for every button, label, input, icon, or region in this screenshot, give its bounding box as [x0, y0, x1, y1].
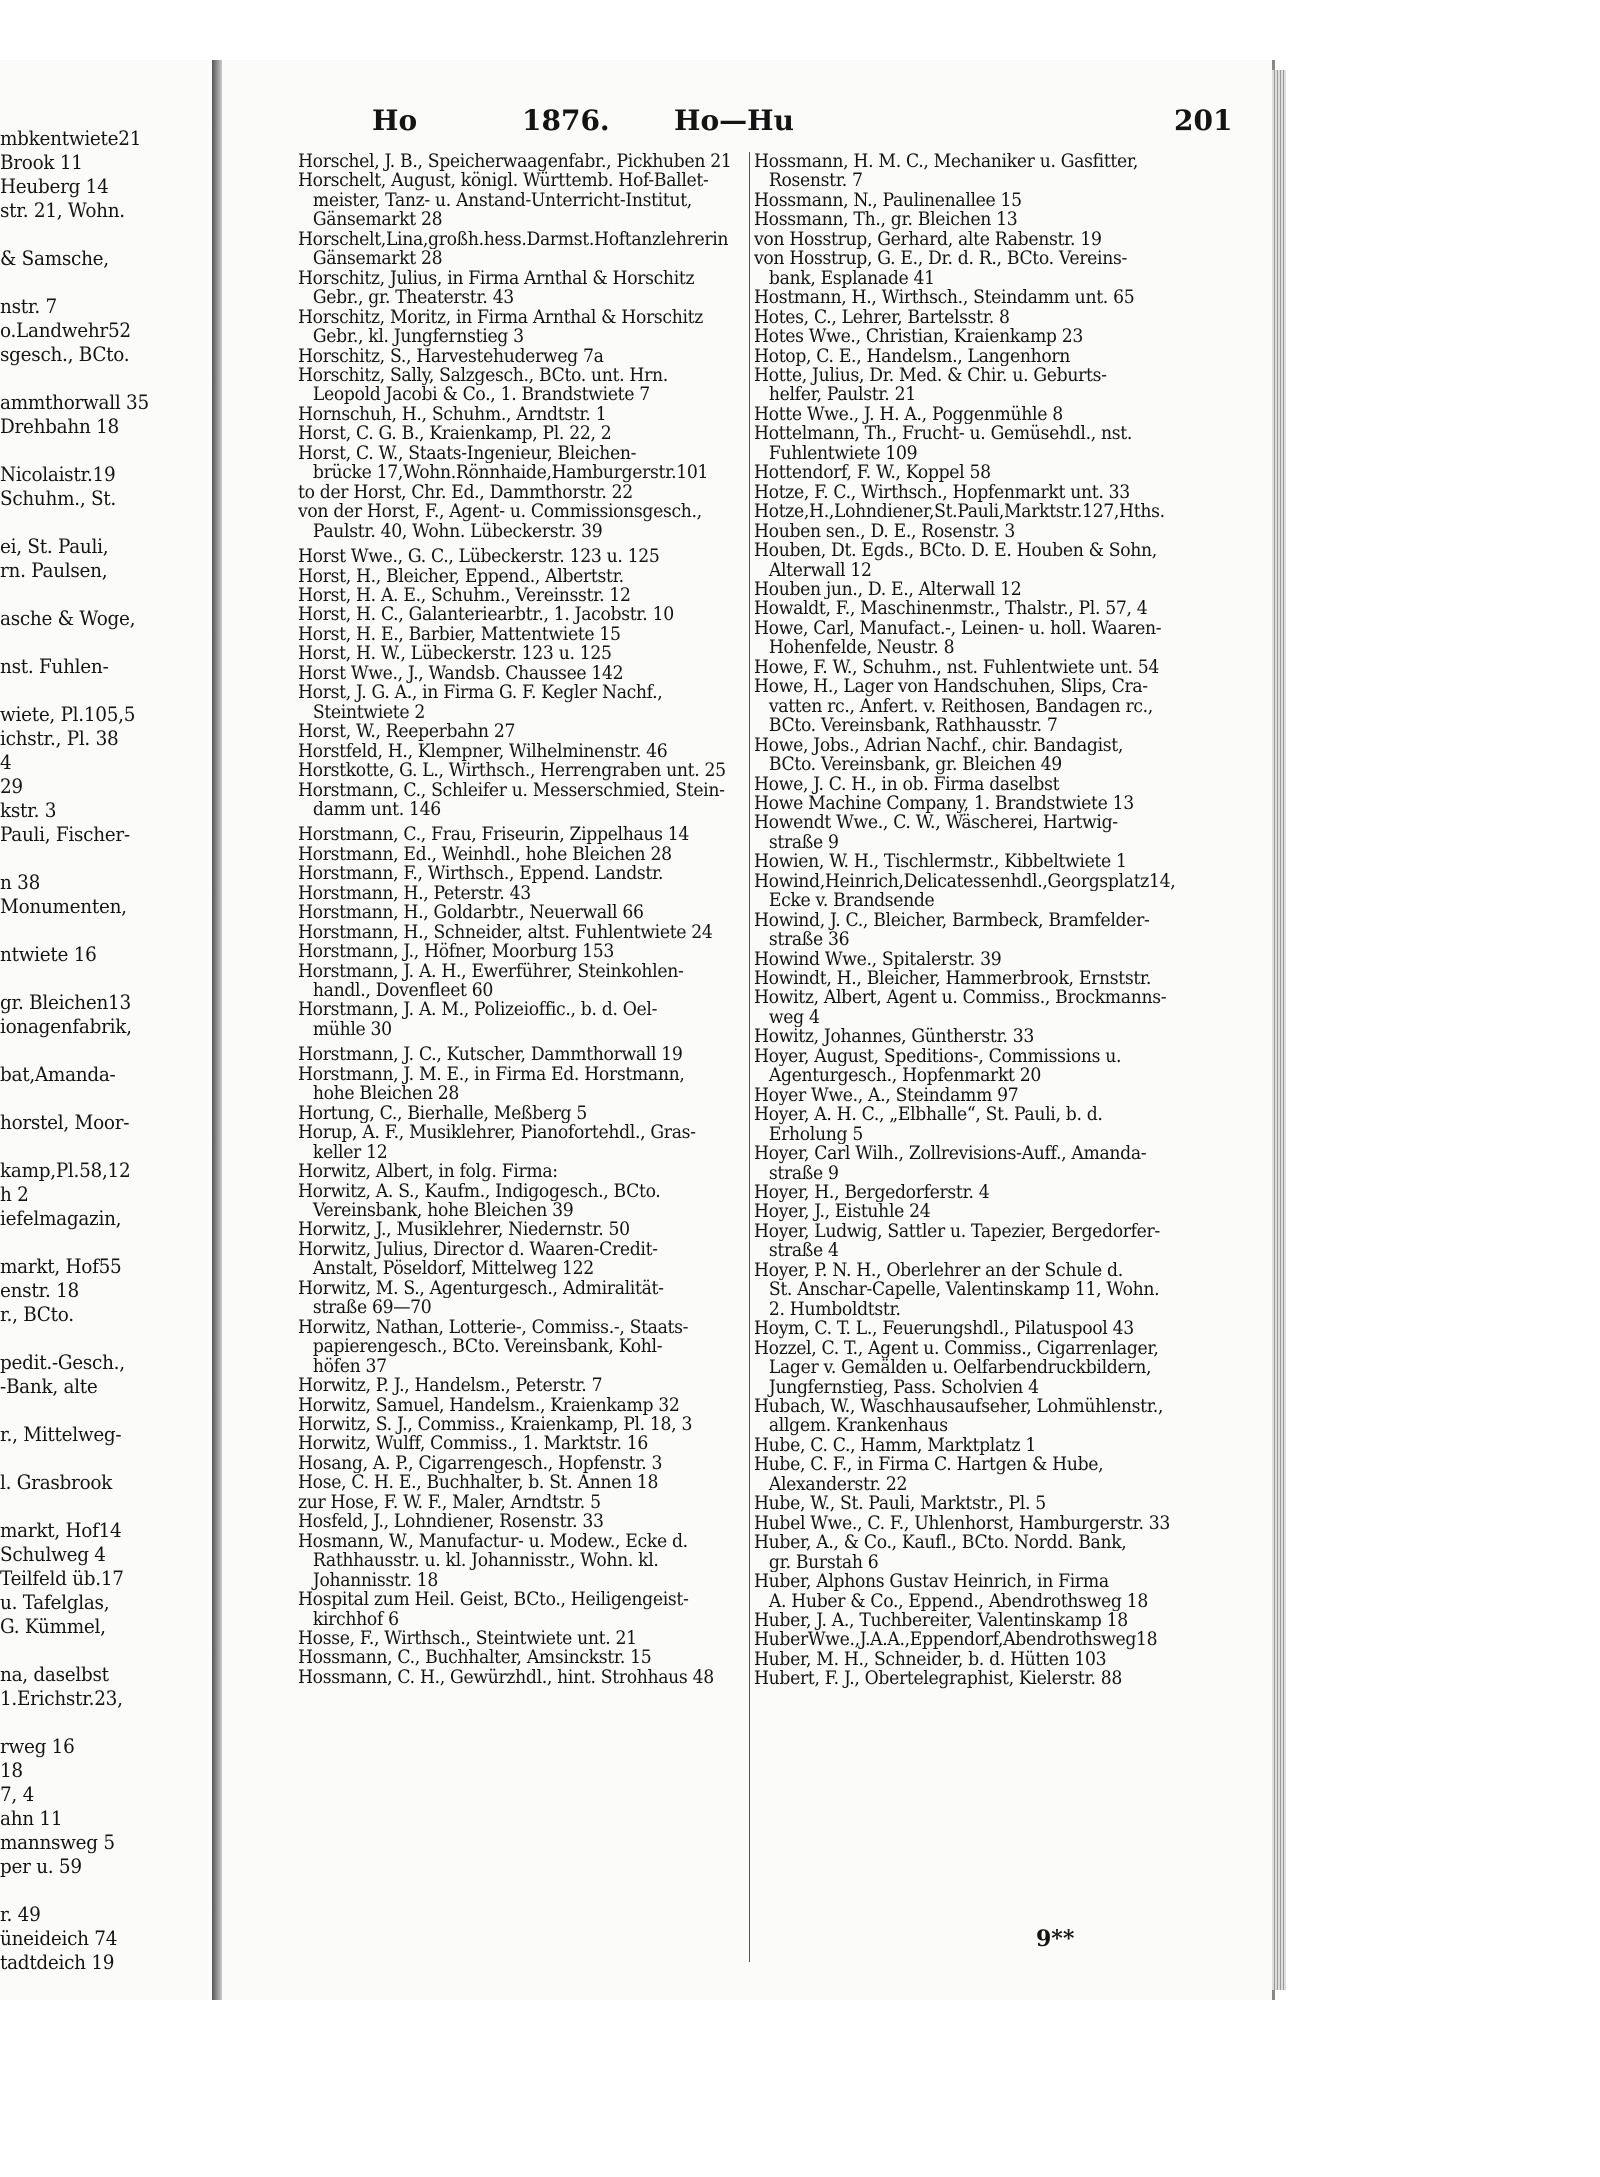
left-page-line: r. 49: [0, 1902, 41, 1926]
directory-entry-line: Rosenstr. 7: [768, 171, 863, 191]
left-page-fragment: [0, 60, 217, 2000]
left-page-line: -Bank, alte: [0, 1374, 98, 1398]
directory-entry-line: Houben, Dt. Egds., BCto. D. E. Houben & Sohn,: [754, 541, 1157, 561]
left-page-line: üneideich 74: [0, 1926, 118, 1950]
directory-entry-line: Hoyer, A. H. C., „Elbhalle“, St. Pauli, b. d.: [754, 1105, 1103, 1125]
left-page-line: Pauli, Fischer-: [0, 822, 130, 846]
directory-entry-line: Hospital zum Heil. Geist, BCto., Heiligengeist-: [298, 1590, 689, 1610]
directory-entry-line: allgem. Krankenhaus: [768, 1416, 948, 1436]
directory-entry-line: Horwitz, Samuel, Handelsm., Kraienkamp 32: [298, 1395, 680, 1415]
directory-entry-line: helfer, Paulstr. 21: [768, 385, 916, 405]
directory-entry-line: straße 69—70: [312, 1298, 432, 1318]
directory-entry-line: Horwitz, J., Musiklehrer, Niedernstr. 50: [298, 1220, 630, 1240]
directory-entry-line: Horst, W., Reeperbahn 27: [298, 722, 516, 742]
directory-entry-line: Horwitz, M. S., Agenturgesch., Admiralität-: [298, 1278, 664, 1299]
directory-entry-line: Hotte, Julius, Dr. Med. & Chir. u. Geburts-: [754, 365, 1107, 386]
directory-entry-line: Alterwall 12: [768, 560, 872, 580]
directory-entry-line: 2. Humboldtstr.: [768, 1299, 901, 1320]
left-page-line: markt, Hof55: [0, 1254, 122, 1278]
directory-entry-line: Horschitz, Moritz, in Firma Arnthal & Horschitz: [298, 307, 703, 328]
directory-entry-line: HuberWwe.,J.A.A.,Eppendorf,Abendrothsweg18: [754, 1630, 1158, 1650]
left-page-line: Drehbahn 18: [0, 414, 119, 438]
directory-entry-line: Howind, J. C., Bleicher, Barmbeck, Bramfelder-: [754, 910, 1150, 931]
left-page-line: horstel, Moor-: [0, 1110, 130, 1134]
directory-entry-line: handl., Dovenfleet 60: [312, 981, 494, 1001]
left-page-line: per u. 59: [0, 1854, 82, 1878]
left-page-line: G. Kümmel,: [0, 1614, 106, 1638]
directory-entry-line: Huber, Alphons Gustav Heinrich, in Firma: [754, 1572, 1109, 1592]
left-page-line: ichstr., Pl. 38: [0, 726, 119, 750]
directory-entry-line: meister, Tanz- u. Anstand-Unterricht-Institut,: [312, 190, 692, 211]
directory-entry-line: Howe, J. C. H., in ob. Firma daselbst: [754, 774, 1060, 794]
directory-entry-line: Horstfeld, H., Klempner, Wilhelminenstr. 46: [298, 741, 668, 762]
directory-entry-line: Anstalt, Pöseldorf, Mittelweg 122: [312, 1259, 594, 1279]
directory-entry-line: Paulstr. 40, Wohn. Lübeckerstr. 39: [312, 521, 603, 542]
directory-entry-line: Hubel Wwe., C. F., Uhlenhorst, Hamburgerstr. 33: [754, 1513, 1171, 1534]
directory-entry-line: Horst, C. W., Staats-Ingenieur, Bleichen-: [298, 443, 637, 464]
left-page-line: kamp,Pl.58,12: [0, 1158, 131, 1182]
left-page-line: Schulweg 4: [0, 1542, 106, 1566]
header-year: 1876.: [522, 104, 610, 137]
directory-entry-line: Horwitz, A. S., Kaufm., Indigogesch., BCto.: [298, 1181, 661, 1202]
directory-entry-line: Horschitz, Sally, Salzgesch., BCto. unt. Hrn.: [298, 365, 668, 386]
directory-entry-line: Horstmann, J. C., Kutscher, Dammthorwall 19: [298, 1045, 683, 1065]
left-page-line: Nicolaistr.19: [0, 462, 116, 486]
directory-entry-line: Howind,Heinrich,Delicatessenhdl.,Georgsplatz14,: [754, 871, 1176, 892]
directory-entry-line: Horup, A. F., Musiklehrer, Pianofortehdl., Gras-: [298, 1123, 696, 1143]
directory-entry-line: Jungfernstieg, Pass. Scholvien 4: [768, 1377, 1039, 1397]
left-page-line: gr. Bleichen13: [0, 990, 131, 1014]
directory-entry-line: to der Horst, Chr. Ed., Dammthorstr. 22: [298, 482, 633, 503]
left-page-line: str. 21, Wohn.: [0, 198, 125, 222]
directory-entry-line: Howe, Jobs., Adrian Nachf., chir. Bandagist,: [754, 735, 1124, 756]
directory-entry-line: Horstmann, J. M. E., in Firma Ed. Horstmann,: [298, 1064, 685, 1085]
left-page-line: ionagenfabrik,: [0, 1014, 132, 1038]
directory-entry-line: Horschelt, August, königl. Württemb. Hof-Ballet-: [298, 171, 709, 191]
directory-entry-line: Horst Wwe., J., Wandsb. Chaussee 142: [298, 663, 624, 684]
directory-entry-line: gr. Burstah 6: [768, 1552, 879, 1573]
directory-entry-line: Howe, F. W., Schuhm., nst. Fuhlentwiete unt. 54: [754, 657, 1160, 678]
directory-entry-line: Steintwiete 2: [312, 702, 425, 723]
directory-entry-line: Houben jun., D. E., Alterwall 12: [754, 579, 1022, 600]
directory-entry-line: Vereinsbank, hohe Bleichen 39: [312, 1201, 574, 1221]
directory-entry-line: Alexanderstr. 22: [768, 1474, 908, 1495]
directory-entry-line: höfen 37: [312, 1356, 387, 1377]
directory-entry-line: Lager v. Gemälden u. Oelfarbendruckbildern,: [768, 1358, 1152, 1378]
directory-entry-line: Hoyer, August, Speditions-, Commissions u.: [754, 1046, 1122, 1067]
directory-entry-line: Johannisstr. 18: [312, 1570, 438, 1591]
directory-entry-line: Howindt, H., Bleicher, Hammerbrook, Ernststr.: [754, 969, 1152, 989]
directory-entry-line: Howe, H., Lager von Handschuhen, Slips, Cra-: [754, 677, 1148, 697]
directory-entry-line: Horstmann, H., Peterstr. 43: [298, 883, 531, 904]
directory-entry-line: Houben sen., D. E., Rosenstr. 3: [754, 521, 1016, 542]
directory-entry-line: Hube, C. C., Hamm, Marktplatz 1: [754, 1435, 1037, 1456]
directory-entry-line: Hotze,H.,Lohndiener,St.Pauli,Marktstr.127,Hths.: [754, 502, 1165, 522]
directory-entry-line: Hortung, C., Bierhalle, Meßberg 5: [298, 1103, 587, 1124]
directory-entry-line: Hotop, C. E., Handelsm., Langenhorn: [754, 346, 1071, 366]
directory-entry-line: Hoyer, P. N. H., Oberlehrer an der Schule d.: [754, 1260, 1123, 1281]
left-page-line: l. Grasbrook: [0, 1470, 113, 1494]
directory-entry-line: Hosfeld, J., Lohndiener, Rosenstr. 33: [298, 1512, 604, 1532]
left-page-line: pedit.-Gesch.,: [0, 1350, 125, 1374]
directory-entry-line: Howe, Carl, Manufact.-, Leinen- u. holl. Waaren-: [754, 618, 1162, 639]
directory-entry-line: A. Huber & Co., Eppend., Abendrothsweg 18: [768, 1591, 1148, 1611]
directory-entry-line: Hotes Wwe., Christian, Kraienkamp 23: [754, 327, 1084, 347]
left-page-line: n 38: [0, 870, 41, 894]
right-page: [222, 60, 1275, 2000]
directory-entry-line: Hubert, F. J., Obertelegraphist, Kielerstr. 88: [754, 1669, 1122, 1689]
directory-entry-line: Hohenfelde, Neustr. 8: [768, 638, 955, 658]
directory-entry-line: Huber, J. A., Tuchbereiter, Valentinskamp 18: [754, 1610, 1128, 1631]
directory-entry-line: bank, Esplanade 41: [768, 268, 935, 289]
directory-entry-line: Hotze, F. C., Wirthsch., Hopfenmarkt unt. 33: [754, 482, 1130, 503]
directory-entry-line: Horwitz, Nathan, Lotterie-, Commiss.-, Staats-: [298, 1317, 689, 1338]
column-divider: [749, 152, 750, 1962]
directory-entry-line: Hotes, C., Lehrer, Bartelsstr. 8: [754, 307, 1010, 328]
directory-entry-line: Hornschuh, H., Schuhm., Arndtstr. 1: [298, 404, 607, 425]
directory-entry-line: Howitz, Johannes, Güntherstr. 33: [754, 1027, 1035, 1047]
directory-entry-line: Hoyer, H., Bergedorferstr. 4: [754, 1183, 990, 1203]
left-page-line: & Samsche,: [0, 246, 109, 270]
left-page-line: Teilfeld üb.17: [0, 1566, 124, 1590]
left-page-line: 18: [0, 1758, 23, 1782]
directory-entry-line: Hoyer Wwe., A., Steindamm 97: [754, 1085, 1019, 1106]
directory-entry-line: Howitz, Albert, Agent u. Commiss., Brockmanns-: [754, 988, 1167, 1008]
directory-entry-line: Hossmann, C. H., Gewürzhdl., hint. Strohhaus 48: [298, 1667, 714, 1688]
directory-entry-line: hohe Bleichen 28: [312, 1084, 460, 1104]
directory-entry-line: Howind Wwe., Spitalerstr. 39: [754, 949, 1002, 970]
directory-entry-line: Hossmann, H. M. C., Mechaniker u. Gasfitter,: [754, 152, 1139, 172]
directory-entry-line: Horstmann, F., Wirthsch., Eppend. Landstr.: [298, 864, 664, 884]
left-page-line: o.Landwehr52: [0, 318, 131, 342]
left-page-line: ahn 11: [0, 1806, 63, 1830]
left-page-line: wiete, Pl.105,5: [0, 702, 136, 726]
directory-entry-line: Agenturgesch., Hopfenmarkt 20: [768, 1066, 1042, 1086]
directory-entry-line: Gebr., gr. Theaterstr. 43: [312, 288, 514, 308]
directory-entry-line: Horschelt,Lina,großh.hess.Darmst.Hoftanzlehrerin: [298, 229, 729, 250]
directory-entry-line: Hube, C. F., in Firma C. Hartgen & Hube,: [754, 1455, 1104, 1475]
directory-entry-line: Horst, H. W., Lübeckerstr. 123 u. 125: [298, 644, 612, 664]
left-page-line: r., Mittelweg-: [0, 1422, 122, 1446]
left-page-line: Heuberg 14: [0, 174, 109, 198]
left-page-line: Brook 11: [0, 150, 83, 174]
left-page-line: Monumenten,: [0, 894, 127, 918]
directory-entry-line: Hosse, F., Wirthsch., Steintwiete unt. 21: [298, 1628, 637, 1649]
directory-entry-line: Horst, H. C., Galanteriearbtr., 1. Jacobstr. 10: [298, 605, 674, 625]
directory-entry-line: Howe Machine Company, 1. Brandstwiete 13: [754, 793, 1134, 814]
left-page-line: ammthorwall 35: [0, 390, 149, 414]
left-page-line: mannsweg 5: [0, 1830, 115, 1854]
left-page-line: iefelmagazin,: [0, 1206, 122, 1230]
directory-column-right: [754, 152, 1206, 1972]
directory-entry-line: Howaldt, F., Maschinenmstr., Thalstr., Pl. 57, 4: [754, 599, 1148, 619]
directory-entry-line: Hoyer, Ludwig, Sattler u. Tapezier, Bergedorfer-: [754, 1221, 1160, 1242]
directory-entry-line: Horstmann, C., Schleifer u. Messerschmied, Stein-: [298, 780, 725, 800]
directory-entry-line: Howien, W. H., Tischlermstr., Kibbeltwiete 1: [754, 852, 1127, 872]
directory-entry-line: Horwitz, P. J., Handelsm., Peterstr. 7: [298, 1376, 603, 1396]
left-page-line: markt, Hof14: [0, 1518, 122, 1542]
left-page-line: sgesch., BCto.: [0, 342, 130, 366]
directory-entry-line: Horst, J. G. A., in Firma G. F. Kegler Nachf.,: [298, 683, 663, 703]
directory-entry-line: weg 4: [768, 1007, 820, 1028]
directory-entry-line: damm unt. 146: [312, 799, 441, 820]
directory-entry-line: straße 4: [768, 1241, 839, 1261]
left-page-line: kstr. 3: [0, 798, 57, 822]
left-page-line: 7, 4: [0, 1782, 35, 1806]
directory-entry-line: Hoyer, J., Eistuhle 24: [754, 1202, 931, 1222]
directory-entry-line: Hoyer, Carl Wilh., Zollrevisions-Auff., Amanda-: [754, 1144, 1147, 1164]
directory-entry-line: Hoym, C. T. L., Feuerungshdl., Pilatuspool 43: [754, 1319, 1134, 1339]
directory-entry-line: Howendt Wwe., C. W., Wäscherei, Hartwig-: [754, 813, 1118, 833]
directory-entry-line: straße 9: [768, 1163, 839, 1184]
directory-entry-line: zur Hose, F. W. F., Maler, Arndtstr. 5: [298, 1492, 601, 1513]
directory-entry-line: Horst, H., Bleicher, Eppend., Albertstr.: [298, 566, 624, 586]
directory-entry-line: Hossmann, Th., gr. Bleichen 13: [754, 210, 1018, 230]
directory-entry-line: Horst Wwe., G. C., Lübeckerstr. 123 u. 125: [298, 547, 660, 567]
directory-entry-line: Hosang, A. P., Cigarrengesch., Hopfenstr. 3: [298, 1453, 663, 1474]
directory-entry-line: Horwitz, Albert, in folg. Firma:: [298, 1162, 558, 1182]
directory-entry-line: Horstmann, J., Höfner, Moorburg 153: [298, 942, 615, 962]
header-range: Ho—Hu: [674, 104, 794, 137]
left-page-line: nstr. 7: [0, 294, 57, 318]
page-number: 201: [1174, 104, 1233, 137]
directory-entry-line: Huber, M. H., Schneider, b. d. Hütten 103: [754, 1649, 1107, 1670]
directory-entry-line: Hose, C. H. E., Buchhalter, b. St. Annen 18: [298, 1473, 659, 1493]
directory-entry-line: Horschitz, Julius, in Firma Arnthal & Horschitz: [298, 268, 695, 289]
directory-entry-line: Leopold Jacobi & Co., 1. Brandstwiete 7: [312, 385, 650, 405]
directory-entry-line: Hosmann, W., Manufactur- u. Modew., Ecke d.: [298, 1531, 688, 1552]
book-binding: [212, 60, 222, 2000]
left-page-line: 29: [0, 774, 23, 798]
directory-entry-line: Hossmann, N., Paulinenallee 15: [754, 190, 1022, 211]
left-page-line: mbkentwiete21: [0, 126, 142, 150]
directory-entry-line: von der Horst, F., Agent- u. Commissionsgesch.,: [298, 502, 702, 522]
directory-entry-line: Horwitz, Wulff, Commiss., 1. Marktstr. 16: [298, 1434, 648, 1454]
directory-entry-line: Fuhlentwiete 109: [768, 443, 918, 464]
directory-entry-line: vatten rc., Anfert. v. Reithosen, Bandagen rc.,: [768, 696, 1153, 717]
directory-entry-line: Ecke v. Brandsende: [768, 891, 935, 911]
directory-entry-line: mühle 30: [312, 1019, 392, 1040]
directory-entry-line: Horst, C. G. B., Kraienkamp, Pl. 22, 2: [298, 424, 612, 444]
directory-entry-line: Hottendorf, F. W., Koppel 58: [754, 463, 991, 483]
left-page-line: 1.Erichstr.23,: [0, 1686, 123, 1710]
directory-entry-line: Gänsemarkt 28: [312, 210, 443, 230]
left-page-line: rweg 16: [0, 1734, 75, 1758]
directory-entry-line: Horschitz, S., Harvestehuderweg 7a: [298, 346, 604, 366]
left-page-line: h 2: [0, 1182, 29, 1206]
directory-entry-line: Horst, H. A. E., Schuhm., Vereinsstr. 12: [298, 585, 631, 606]
left-page-line: rn. Paulsen,: [0, 558, 108, 582]
signature-mark: 9**: [1036, 1926, 1075, 1952]
left-page-line: u. Tafelglas,: [0, 1590, 110, 1614]
directory-entry-line: straße 36: [768, 930, 850, 950]
left-page-line: enstr. 18: [0, 1278, 79, 1302]
left-page-line: tadtdeich 19: [0, 1950, 115, 1974]
left-page-line: 4: [0, 750, 12, 774]
directory-entry-line: Rathhausstr. u. kl. Johannisstr., Wohn. kl.: [312, 1551, 659, 1571]
directory-entry-line: Huber, A., & Co., Kaufl., BCto. Nordd. Bank,: [754, 1533, 1127, 1553]
directory-entry-line: Horstmann, J. A. M., Polizeioffic., b. d. Oel-: [298, 1000, 658, 1020]
directory-entry-line: Horwitz, Julius, Director d. Waaren-Credit-: [298, 1239, 658, 1260]
directory-entry-line: kirchhof 6: [312, 1609, 399, 1629]
directory-entry-line: papierengesch., BCto. Vereinsbank, Kohl-: [312, 1337, 663, 1357]
directory-entry-line: Horschel, J. B., Speicherwaagenfabr., Pickhuben 21: [298, 152, 732, 172]
left-page-line: Schuhm., St.: [0, 486, 116, 510]
directory-entry-line: BCto. Vereinsbank, Rathhausstr. 7: [768, 716, 1058, 736]
header-left-label: Ho: [372, 104, 418, 137]
directory-entry-line: Hottelmann, Th., Frucht- u. Gemüsehdl., nst.: [754, 424, 1133, 444]
directory-entry-line: Hube, W., St. Pauli, Marktstr., Pl. 5: [754, 1494, 1046, 1514]
page-header: [222, 104, 1272, 144]
page-edge: [1272, 70, 1286, 1990]
directory-entry-line: St. Anschar-Capelle, Valentinskamp 11, Wohn.: [768, 1280, 1160, 1300]
left-page-line: ei, St. Pauli,: [0, 534, 109, 558]
left-page-line: bat,Amanda-: [0, 1062, 116, 1086]
directory-entry-line: von Hosstrup, Gerhard, alte Rabenstr. 19: [754, 229, 1102, 250]
directory-entry-line: von Hosstrup, G. E., Dr. d. R., BCto. Vereins-: [754, 249, 1127, 269]
directory-entry-line: Hossmann, C., Buchhalter, Amsinckstr. 15: [298, 1648, 652, 1668]
directory-entry-line: straße 9: [768, 832, 839, 853]
directory-column-left: [298, 152, 750, 1972]
left-page-line: asche & Woge,: [0, 606, 136, 630]
directory-entry-line: Hozzel, C. T., Agent u. Commiss., Cigarrenlager,: [754, 1338, 1159, 1359]
directory-entry-line: Horstmann, J. A. H., Ewerführer, Steinkohlen-: [298, 961, 684, 982]
left-page-line: na, daselbst: [0, 1662, 109, 1686]
directory-entry-line: Hubach, W., Waschhausaufseher, Lohmühlenstr.,: [754, 1397, 1164, 1417]
directory-entry-line: Horstkotte, G. L., Wirthsch., Herrengraben unt. 25: [298, 761, 726, 781]
directory-entry-line: Horstmann, H., Goldarbtr., Neuerwall 66: [298, 903, 644, 923]
directory-entry-line: Horstmann, C., Frau, Friseurin, Zippelhaus 14: [298, 825, 690, 845]
left-page-line: ntwiete 16: [0, 942, 97, 966]
left-page-line: nst. Fuhlen-: [0, 654, 109, 678]
directory-entry-line: BCto. Vereinsbank, gr. Bleichen 49: [768, 755, 1062, 775]
directory-entry-line: Horstmann, H., Schneider, altst. Fuhlentwiete 24: [298, 922, 713, 943]
directory-entry-line: Erholung 5: [768, 1124, 863, 1145]
directory-entry-line: Hostmann, H., Wirthsch., Steindamm unt. 65: [754, 288, 1135, 308]
directory-entry-line: Gänsemarkt 28: [312, 249, 443, 269]
directory-entry-line: keller 12: [312, 1142, 388, 1163]
directory-entry-line: Hotte Wwe., J. H. A., Poggenmühle 8: [754, 404, 1063, 425]
directory-entry-line: Gebr., kl. Jungfernstieg 3: [312, 327, 524, 347]
directory-entry-line: Horst, H. E., Barbier, Mattentwiete 15: [298, 624, 621, 645]
directory-entry-line: Horstmann, Ed., Weinhdl., hohe Bleichen 28: [298, 844, 672, 865]
left-page-line: r., BCto.: [0, 1302, 74, 1326]
directory-entry-line: brücke 17,Wohn.Rönnhaide,Hamburgerstr.101: [312, 463, 709, 483]
directory-entry-line: Horwitz, S. J., Commiss., Kraienkamp, Pl. 18, 3: [298, 1415, 693, 1435]
